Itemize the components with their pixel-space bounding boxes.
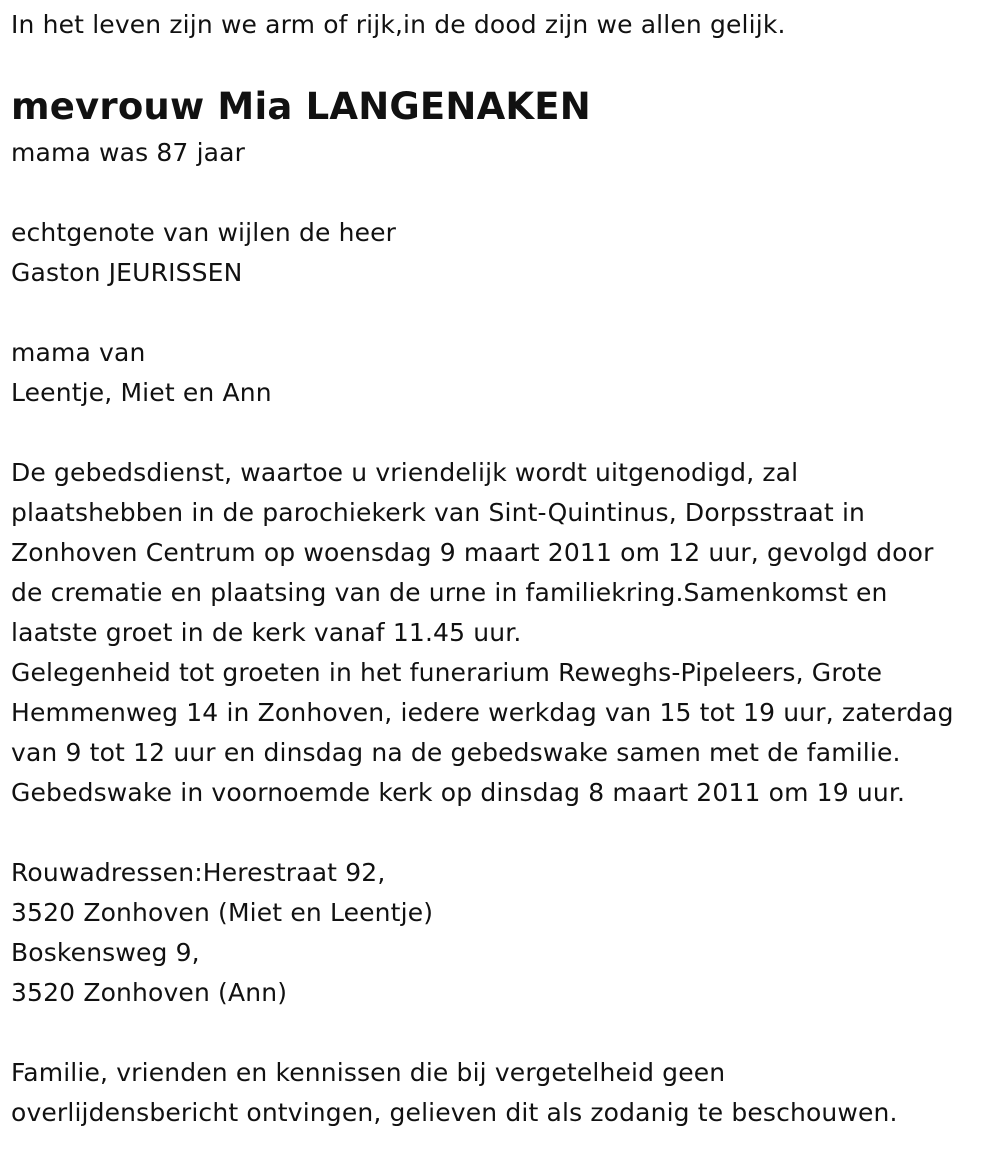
address-line: 3520 Zonhoven (Miet en Leentje) [11,898,434,927]
spouse-line-2: Gaston JEURISSEN [11,258,243,287]
service-line: laatste groet in de kerk vanaf 11.45 uur. [11,618,522,647]
closing-note [11,1053,954,1133]
spacer [11,173,954,213]
spouse-line-1: echtgenote van wijlen de heer [11,218,397,247]
spacer [11,293,954,333]
service-line: van 9 tot 12 uur en dinsdag na de gebedswake samen met de familie. [11,738,901,767]
spacer [11,413,954,453]
service-line: De gebedsdienst, waartoe u vriendelijk wordt uitgenodigd, zal [11,458,799,487]
age-line: mama was 87 jaar [11,138,246,167]
children-line-1: mama van [11,338,146,367]
closing-line: overlijdensbericht ontvingen, gelieven dit als zodanig te beschouwen. [11,1098,898,1127]
closing-line: Familie, vrienden en kennissen die bij vergetelheid geen [11,1058,726,1087]
opening-quote: In het leven zijn we arm of rijk,in de dood zijn we allen gelijk. [11,10,786,39]
personal-info [11,133,954,1133]
children-line-2: Leentje, Miet en Ann [11,378,272,407]
deceased-name: mevrouw Mia LANGENAKEN [11,85,591,128]
service-line: plaatshebben in de parochiekerk van Sint-Quintinus, Dorpsstraat in [11,498,866,527]
service-line: Zonhoven Centrum op woensdag 9 maart 2011 om 12 uur, gevolgd door [11,538,934,567]
service-line: de crematie en plaatsing van de urne in familiekring.Samenkomst en [11,578,888,607]
service-line: Hemmenweg 14 in Zonhoven, iedere werkdag van 15 tot 19 uur, zaterdag [11,698,954,727]
address-line: 3520 Zonhoven (Ann) [11,978,288,1007]
spacer [11,1013,954,1053]
mourning-addresses [11,853,954,1013]
service-line: Gelegenheid tot groeten in het funerarium Reweghs-Pipeleers, Grote [11,658,883,687]
service-line: Gebedswake in voornoemde kerk op dinsdag 8 maart 2011 om 19 uur. [11,778,906,807]
spacer [11,813,954,853]
address-line: Boskensweg 9, [11,938,200,967]
service-paragraph [11,453,954,813]
address-line: Rouwadressen:Herestraat 92, [11,858,386,887]
